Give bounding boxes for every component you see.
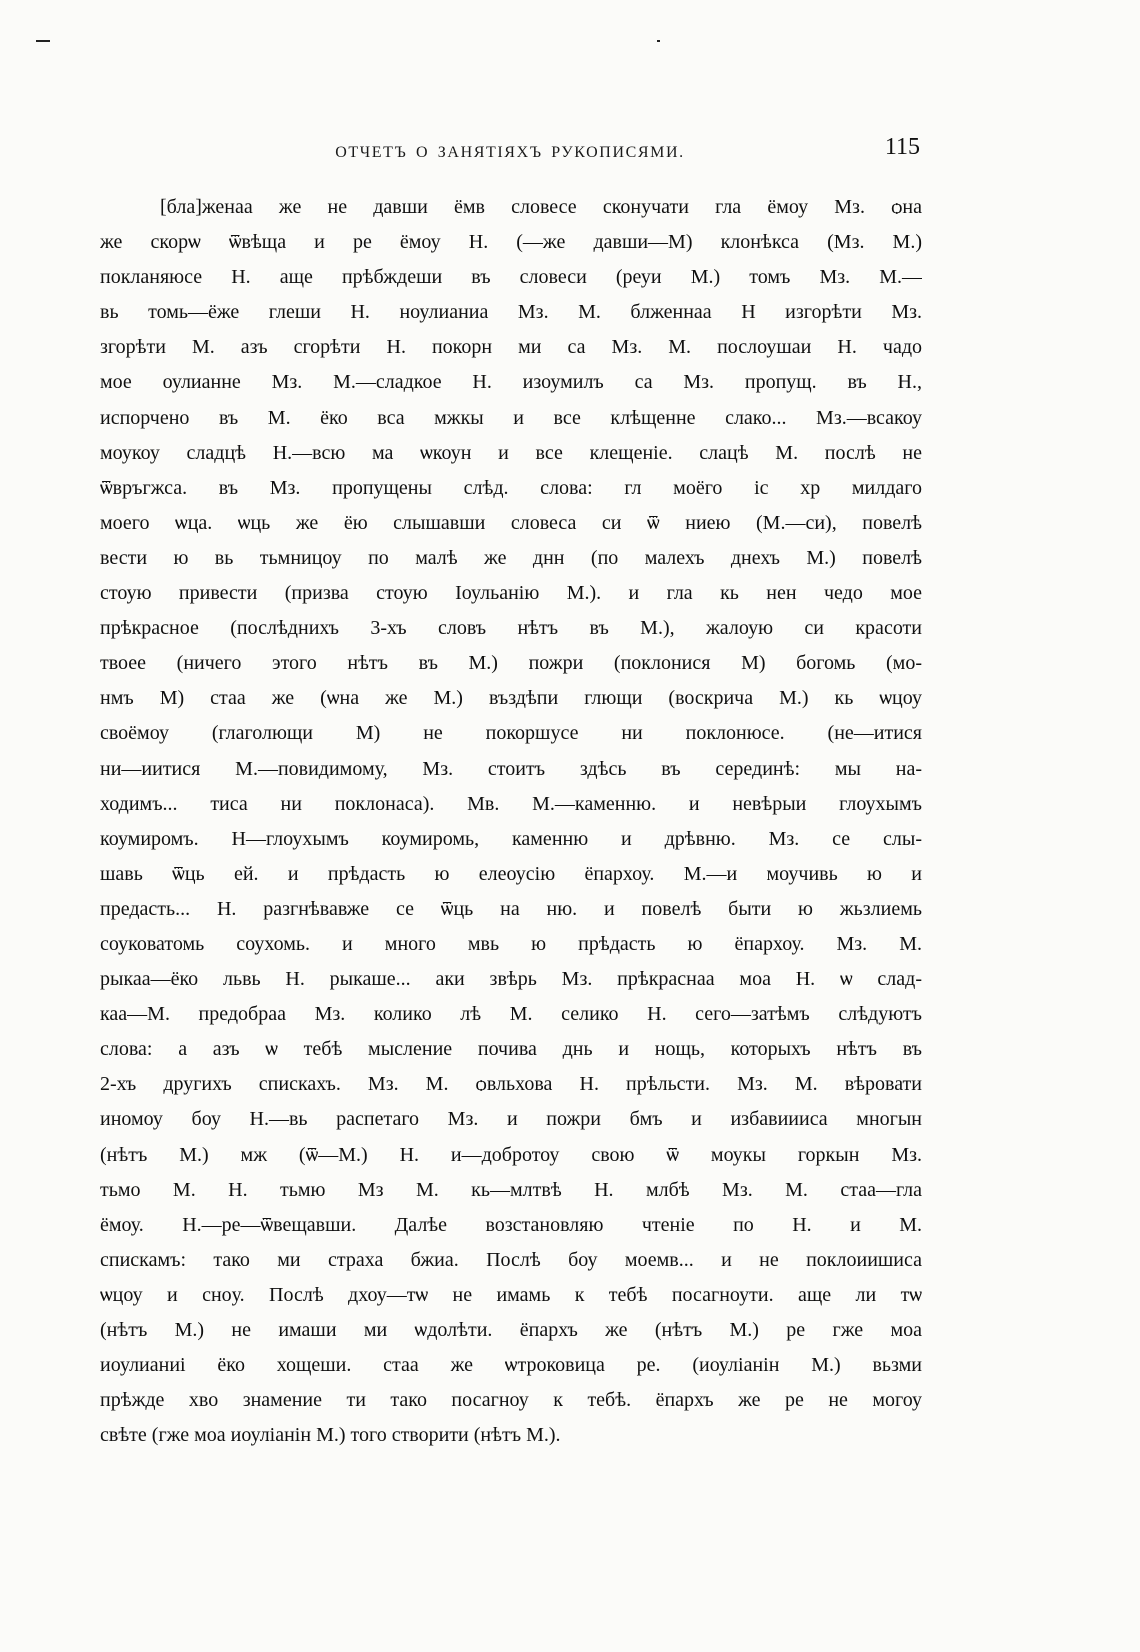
text-line: слова: а азъ ѡ тебѣ мысление почива днь и нощь, которыхъ нѣтъ въ — [100, 1038, 922, 1061]
text-line: 2-хъ другихъ спискахъ. Мз. М. ѻвльхова Н. прѣльсти. Мз. М. вѣровати — [100, 1073, 922, 1096]
text-line: коумиромъ. Н—глоухымъ коумиромь, каменню и дрѣвню. Мз. се слы- — [100, 827, 922, 850]
text-line: тьмо М. Н. тьмю Мз М. кь—млтвѣ Н. млбѣ Мз. М. стаа—гла — [100, 1178, 922, 1201]
text-line: же скорѡ ѿвѣща и ре ёмоу Н. (—же давши—М) клонѣкса (Мз. М.) — [100, 231, 922, 254]
text-line: рыкаа—ёко львь Н. рыкаше... аки звѣрь Мз. прѣкраснаа моа Н. ѡ слад- — [100, 968, 922, 991]
text-line: стоую привести (призва стоую Іоульанію М.). и гла кь нен чедо мое — [100, 582, 922, 605]
scan-edge-mark — [657, 40, 660, 42]
text-line: ни—иитися М.—повидимому, Мз. стоитъ здѣсь въ серединѣ: мы на- — [100, 757, 922, 780]
scan-edge-mark — [36, 40, 50, 42]
text-line: твоее (ничего этого нѣтъ въ М.) пожри (поклонися М) богомь (мо- — [100, 652, 922, 675]
text-line: згорѣти М. азъ сгорѣти Н. покорн ми са Мз. М. послоушаи Н. чадо — [100, 336, 922, 359]
body-text — [100, 190, 922, 1453]
text-line: испорчено въ М. ёко вса мжкы и все клѣщенне слако... Мз.—всакоу — [100, 406, 922, 429]
running-title: ОТЧЕТЪ О ЗАНЯТІЯХЪ РУКОПИСЯМИ. — [335, 144, 685, 161]
text-line: моего ѡца. ѡць же ёю слышавши словеса си ѿ ниею (М.—си), повелѣ — [100, 511, 922, 534]
text-line: своёмоу (глаголющи М) не покоршусе ни поклонюсе. (не—итися — [100, 722, 922, 745]
text-line: ёмоу. Н.—ре—ѿвещавши. Далѣе возстановляю чтеніе по Н. и М. — [100, 1213, 922, 1236]
text-line: каа—М. предобраа Мз. колико лѣ М. селико Н. сего—затѣмъ слѣдуютъ — [100, 1003, 922, 1026]
text-line: вести ю вь тьмницоу по малѣ же днн (по малехъ днехъ М.) повелѣ — [100, 546, 922, 569]
text-line: соуковатомь соухомь. и много мвь ю прѣдасть ю ёпархоу. Мз. М. — [100, 932, 922, 955]
text-line: покланяюсе Н. аще прѣбждеши въ словеси (реуи М.) томъ Мз. М.— — [100, 266, 922, 289]
text-line: (нѣтъ М.) не имаши ми ѡдолѣти. ёпархъ же (нѣтъ М.) ре гже моа — [100, 1319, 922, 1341]
text-line: [бла]женаа же не давши ёмв словесе сконучати гла ёмоу Мз. ѻна — [160, 196, 922, 218]
text-line: спискамъ: тако ми страха бжиа. Послѣ боу моемв... и не поклоиишиса — [100, 1248, 922, 1271]
text-line: иоулианиі ёко хощеши. стаа же ѡтроковица ре. (иоуліанін М.) вьзми — [100, 1354, 922, 1377]
text-line: вь томь—ёже глеши Н. ноулианиа Мз. М. блженнаа Н изгорѣти Мз. — [100, 301, 922, 324]
text-line: ходимъ... тиса ни поклонаса). Мв. М.—каменню. и невѣрыи глоухымъ — [100, 792, 922, 815]
text-line: мое оулианне Мз. М.—сладкое Н. изоумилъ са Мз. пропущ. въ Н., — [100, 371, 922, 394]
text-line: иномоу боу Н.—вь распетаго Мз. и пожри бмъ и избавиииса многын — [100, 1108, 922, 1131]
text-line: предасть... Н. разгнѣвавже се ѿць на ню. и повелѣ быти ю жьзлиемь — [100, 897, 922, 920]
text-line: ѿвръгжса. въ Мз. пропущены слѣд. слова: гл моёго іс хр милдаго — [100, 476, 922, 499]
page-header — [100, 132, 920, 172]
text-line: свѣте (гже моа иоуліанін М.) того створити (нѣтъ М.). — [100, 1424, 561, 1447]
page-number: 115 — [884, 134, 920, 160]
text-line: шавь ѿць ей. и прѣдасть ю елеоусію ёпархоу. М.—и моучивь ю и — [100, 862, 922, 885]
text-line: нмъ М) стаа же (ѡна же М.) въздѣпи глющи (воскрича М.) кь ѡцоу — [100, 687, 922, 710]
text-line: моукоу сладцѣ Н.—всю ма ѡкоун и все клещеніе. слацѣ М. послѣ не — [100, 441, 922, 464]
text-line: (нѣтъ М.) мж (ѿ—М.) Н. и—добротоу свою ѿ моукы горкын Мз. — [100, 1143, 922, 1166]
text-line: прѣжде хво знамение ти тако посагноу к тебѣ. ёпархъ же ре не могоу — [100, 1389, 922, 1412]
text-line: ѡцоу и снoу. Послѣ дхоу—тѡ не имамь к тебѣ посагноути. аще ли тѡ — [100, 1283, 922, 1306]
text-line: прѣкрасное (послѣднихъ 3-хъ словъ нѣтъ въ М.), жалоую си красоти — [100, 617, 922, 640]
